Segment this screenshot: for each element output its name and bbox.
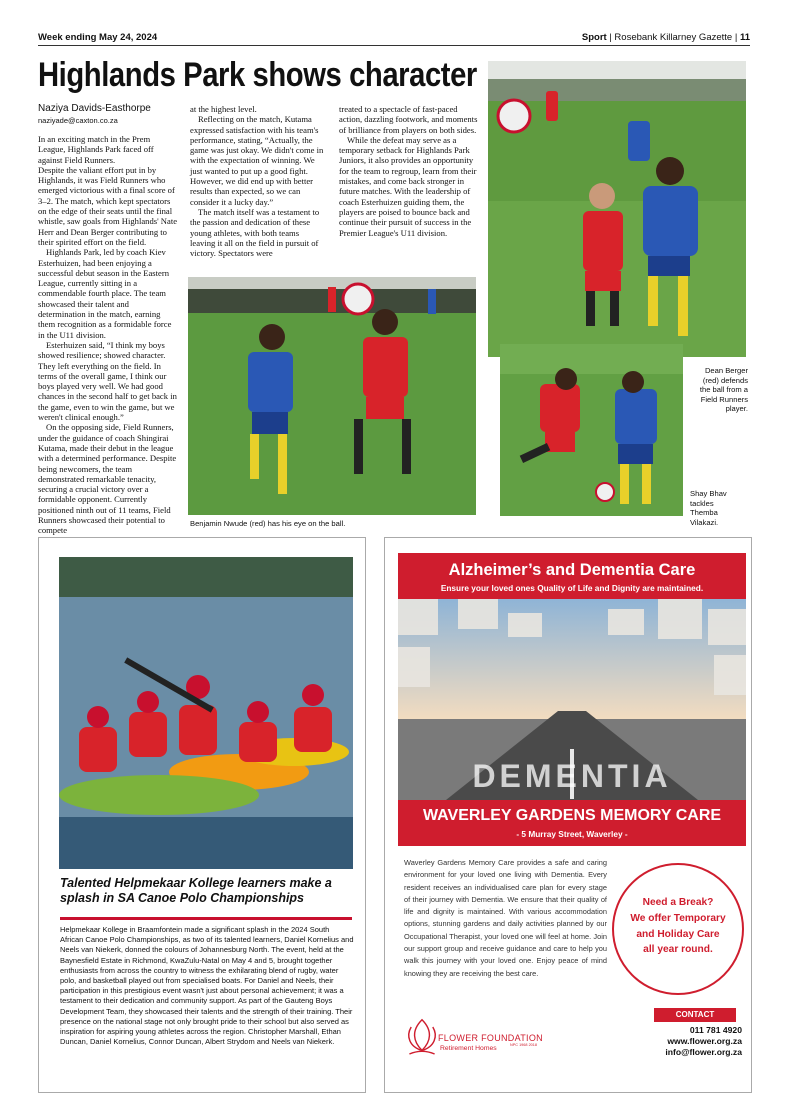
- issue-date: Week ending May 24, 2024: [38, 32, 158, 43]
- page-header: [38, 30, 750, 46]
- paragraph: On the opposing side, Field Runners, under the guidance of coach Shingirai Kutama, made their debut in the league with a determined performance. Despite being newcomers, the team demonstrated remarkable tenacity, securing a crucial victory over a formidable opponent. Currently positioned ninth out of 11 teams, Field Runners showcased their potential to compete: [38, 422, 177, 536]
- road-lettering: DEMENTIA: [472, 758, 672, 794]
- caption-benjamin: Benjamin Nwude (red) has his eye on the ball.: [190, 519, 346, 528]
- section-name: Sport: [581, 32, 607, 43]
- title-divider: [60, 917, 352, 920]
- ad-subtitle: Ensure your loved ones Quality of Life and Dignity are maintained.: [440, 583, 704, 593]
- logo-registration: NPC 1968 2018: [510, 1043, 538, 1047]
- photo-shay-tackle: [500, 344, 683, 516]
- logo-subtitle: Retirement Homes: [440, 1045, 497, 1052]
- contact-website[interactable]: www.flower.org.za: [667, 1036, 742, 1046]
- photo-benjamin-ball: [188, 277, 476, 515]
- paragraph: Esterhuizen said, “I think my boys showed resilience; showed character. They left everything on the field. In terms of the overall game, I think our boys played very well. We had good chances in the second half to get back in the game, even to win the game, but we weren't clinical enough.”: [38, 339, 177, 423]
- badge-line: and Holiday Care: [636, 928, 720, 940]
- paragraph: Despite the valiant effort put in by Highlands, it was Field Runners who emerged victorious with a final score of 3–2. The match, which kept spectators on the edge of their seats until the final whistle, saw goals from Highlands' Nate Herr and Dean Berger contributing to their spirited effort on the field.: [38, 164, 178, 247]
- canoe-story-title: Talented Helpmekaar Kollege learners make a splash in SA Canoe Polo Championships: [60, 876, 332, 905]
- caption-shay: Shay Bhav tackles Themba Vilakazi.: [690, 489, 727, 527]
- author-email[interactable]: naziyade@caxton.co.za: [38, 116, 118, 125]
- ad-business-name: WAVERLEY GARDENS MEMORY CARE: [422, 807, 722, 824]
- paragraph: Highlands Park, led by coach Kiev Esterhuizen, had been enjoying a successful debut season in the Eastern League, currently sitting in a commendable fourth place. The team showcased their talent and determination in the match, earning them recognition as a formidable force in the U11 division.: [38, 247, 172, 340]
- page-number: 11: [739, 32, 750, 43]
- contact-phone[interactable]: 011 781 4920: [689, 1025, 742, 1035]
- ad-address: - 5 Murray Street, Waverley -: [516, 829, 628, 839]
- ad-title: Alzheimer’s and Dementia Care: [448, 561, 696, 579]
- page-folio: [582, 32, 750, 43]
- article-byline: Naziya Davids-Easthorpe: [38, 103, 151, 114]
- article-column-2: [190, 104, 326, 258]
- article-headline: Highlands Park shows character: [38, 56, 477, 94]
- paragraph: Reflecting on the match, Kutama expressed satisfaction with his team's performance, stating, “Actually, the game was just okay. We didn't come in with the expectation of winning. We just wanted to put up a good fight. However, we did end up with better results than expected, so we can consider it a lucky day.”: [190, 114, 324, 207]
- logo-name: FLOWER FOUNDATION: [438, 1033, 543, 1043]
- ad-name-banner: [398, 800, 746, 846]
- ad-body-text: Waverley Gardens Memory Care provides a safe and caring environment for your loved one living with Dementia. Every resident receives an individualised care plan for every stage of their journey with Dementia. We ensure that their quality of life and dignity is maintained. With various accommodation options, stunning gardens and daily activities planned by our Occupational Therapist, your loved one will feel at home. Join our support group and receive guidance and care to help you walk this journey with your loved one. Enjoy peace of mind knowing they are receiving the best care.: [404, 858, 607, 978]
- paragraph: The match itself was a testament to the passion and dedication of these young athletes, with both teams leaving it all on the field in pursuit of victory. Spectators were: [190, 206, 320, 259]
- paragraph: While the defeat may serve as a temporary setback for Highlands Park Juniors, it also provides an opportunity for the team to regroup, learn from their mistakes, and come back stronger in future matches. With the leadership of coach Esterhuizen guiding them, the players are poised to bounce back and continue their pursuit of success in the Premier League's U11 division.: [339, 134, 477, 238]
- photo-canoe-polo: [59, 557, 353, 869]
- paragraph: In an exciting match in the Prem League, Highlands Park faced off against Field Runners.: [38, 134, 154, 165]
- article-column-3: [339, 104, 479, 238]
- ad-dementia-road-image: [398, 599, 746, 800]
- badge-line: all year round.: [643, 944, 713, 956]
- paragraph: at the highest level.: [190, 104, 257, 114]
- photo-soccer-tackle: [488, 61, 746, 357]
- badge-line: Need a Break?: [642, 897, 714, 908]
- paper-name: | Rosebank Killarney Gazette |: [609, 32, 738, 43]
- caption-dean: Dean Berger (red) defends the ball from a Field Runners player.: [699, 366, 748, 414]
- ad-header-banner: [398, 553, 746, 599]
- paragraph: treated to a spectacle of fast-paced action, dazzling footwork, and moments of brilliance from players on both sides.: [339, 104, 478, 135]
- holiday-care-badge: [612, 863, 744, 995]
- badge-line: We offer Temporary: [630, 912, 726, 924]
- contact-email[interactable]: info@flower.org.za: [665, 1047, 742, 1057]
- article-column-1: [38, 134, 178, 536]
- contact-label: CONTACT: [654, 1008, 736, 1022]
- canoe-story-body: Helpmekaar Kollege in Braamfontein made a significant splash in the 2024 South African Canoe Polo Championships, as two of its talented learners, Daniel Kornelius and Neels van Niekerk, donned the colours of Johannesburg North. The event, held at the Baynesfield Estate in Richmond, KwaZulu-Natal on May 4 and 5, brought together enthusiasts from across the country to witness the exhilarating blend of rugby, water polo, and basketball played out from specialised boats. For Daniel and Neels, their participation in this prestigious event wasn't just about personal achievement; it was a testament to their dedication and community support. As part of the Gauteng Boys Development Team, they showcased their talents and the strength of their training. Their presence on the national stage not only brought pride to their school but also served as inspiration for aspiring young athletes across the region. Christopher Marshall, Ethan Duncan, Daniel Kornelius, Connor Duncan, Albert Strydom and Neels van Niekerk.: [60, 925, 354, 1047]
